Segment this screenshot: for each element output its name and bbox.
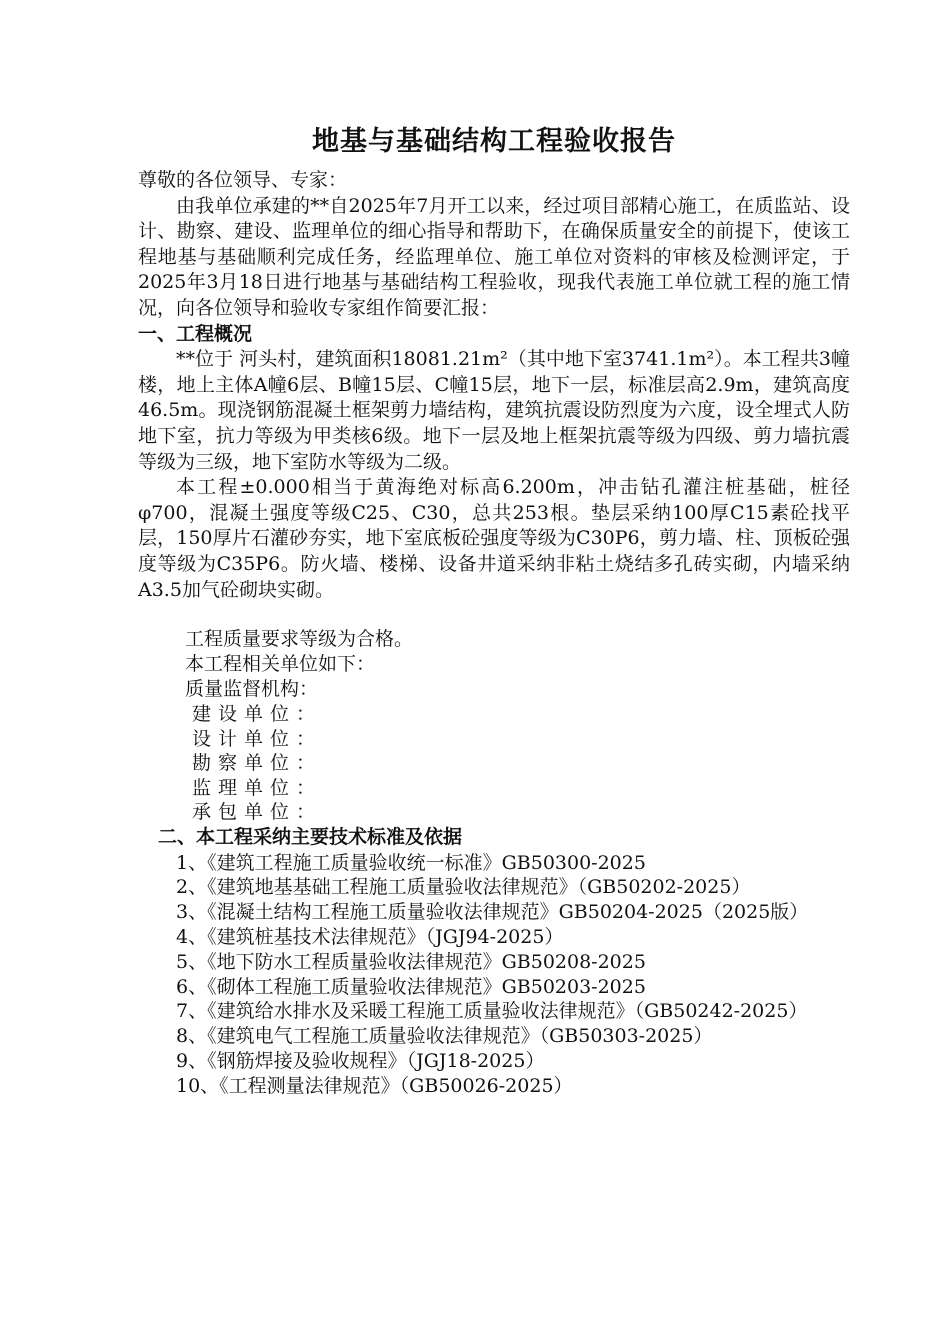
unit-design: 设计单位： [192, 727, 323, 750]
document-page [138, 122, 850, 1099]
supervision-org: 质量监督机构： [185, 678, 319, 701]
unit-supervisor: 监理单位： [192, 776, 323, 799]
greeting: 尊敬的各位领导、专家： [138, 169, 348, 191]
standard-item: 7、《建筑给水排水及采暖工程施工质量验收法律规范》（GB50242-2025） [176, 1000, 808, 1023]
standard-item: 6、《砌体工程施工质量验收法律规范》GB50203-2025 [176, 975, 646, 998]
overview-paragraph-1: **位于 河头村，建筑面积18081.21m²（其中地下室3741.1m²）。本工程共3幢楼，地上主体A幢6层、B幢15层、C幢15层，地下一层，标准层高2.9m，建筑高度46.5m。现浇钢筋混凝土框架剪力墙结构，建筑抗震设防烈度为六度，设全埋式人防地下室，抗力等级为甲类核6级。地下一层及地上框架抗震等级为四级、剪力墙抗震等级为三级，地下室防水等级为二级。 [138, 348, 850, 473]
standard-item: 2、《建筑地基基础工程施工质量验收法律规范》（GB50202-2025） [176, 876, 751, 899]
unit-construction: 建设单位： [192, 703, 323, 726]
standards-list [138, 851, 850, 1099]
units-intro: 本工程相关单位如下： [185, 653, 376, 676]
section-2-heading: 二、本工程采纳主要技术标准及依据 [158, 826, 463, 849]
standard-item: 1、《建筑工程施工质量验收统一标准》GB50300-2025 [176, 851, 646, 874]
intro-paragraph: 由我单位承建的**自2025年7月开工以来，经过项目部精心施工，在质监站、设计、勘察、建设、监理单位的细心指导和帮助下，在确保质量安全的前提下，使该工程地基与基础顺利完成任务，经监理单位、施工单位对资料的审核及检测评定，于2025年3月18日进行地基与基础结构工程验收，现我代表施工单位就工程的施工情况，向各位领导和验收专家组作简要汇报： [138, 194, 850, 319]
overview-paragraph-2: 本工程±0.000相当于黄海绝对标高6.200m，冲击钻孔灌注桩基础，桩径φ700，混凝土强度等级C25、C30，总共253根。垫层采纳100厚C15素砼找平层，150厚片石灌砂夯实，地下室底板砼强度等级为C30P6，剪力墙、柱、顶板砼强度等级为C35P6。防火墙、楼梯、设备井道采纳非粘土烧结多孔砖实砌，内墙采纳A3.5加气砼砌块实砌。 [138, 476, 850, 601]
standard-item: 3、《混凝土结构工程施工质量验收法律规范》GB50204-2025（2025版） [176, 901, 809, 924]
quality-requirement: 工程质量要求等级为合格。 [185, 628, 414, 651]
standard-item: 10、《工程测量法律规范》（GB50026-2025） [176, 1074, 573, 1097]
document-title: 地基与基础结构工程验收报告 [312, 126, 676, 157]
section-1-heading: 一、工程概况 [138, 322, 253, 345]
unit-contractor: 承包单位： [192, 801, 323, 824]
standard-item: 4、《建筑桩基技术法律规范》（JGJ94-2025） [176, 926, 564, 949]
unit-survey: 勘察单位： [192, 752, 323, 775]
standard-item: 8、《建筑电气工程施工质量验收法律规范》（GB50303-2025） [176, 1025, 713, 1048]
paragraph-spacer [138, 603, 850, 627]
standard-item: 9、《钢筋焊接及验收规程》（JGJ18-2025） [176, 1050, 545, 1073]
standard-item: 5、《地下防水工程质量验收法律规范》GB50208-2025 [176, 950, 646, 973]
